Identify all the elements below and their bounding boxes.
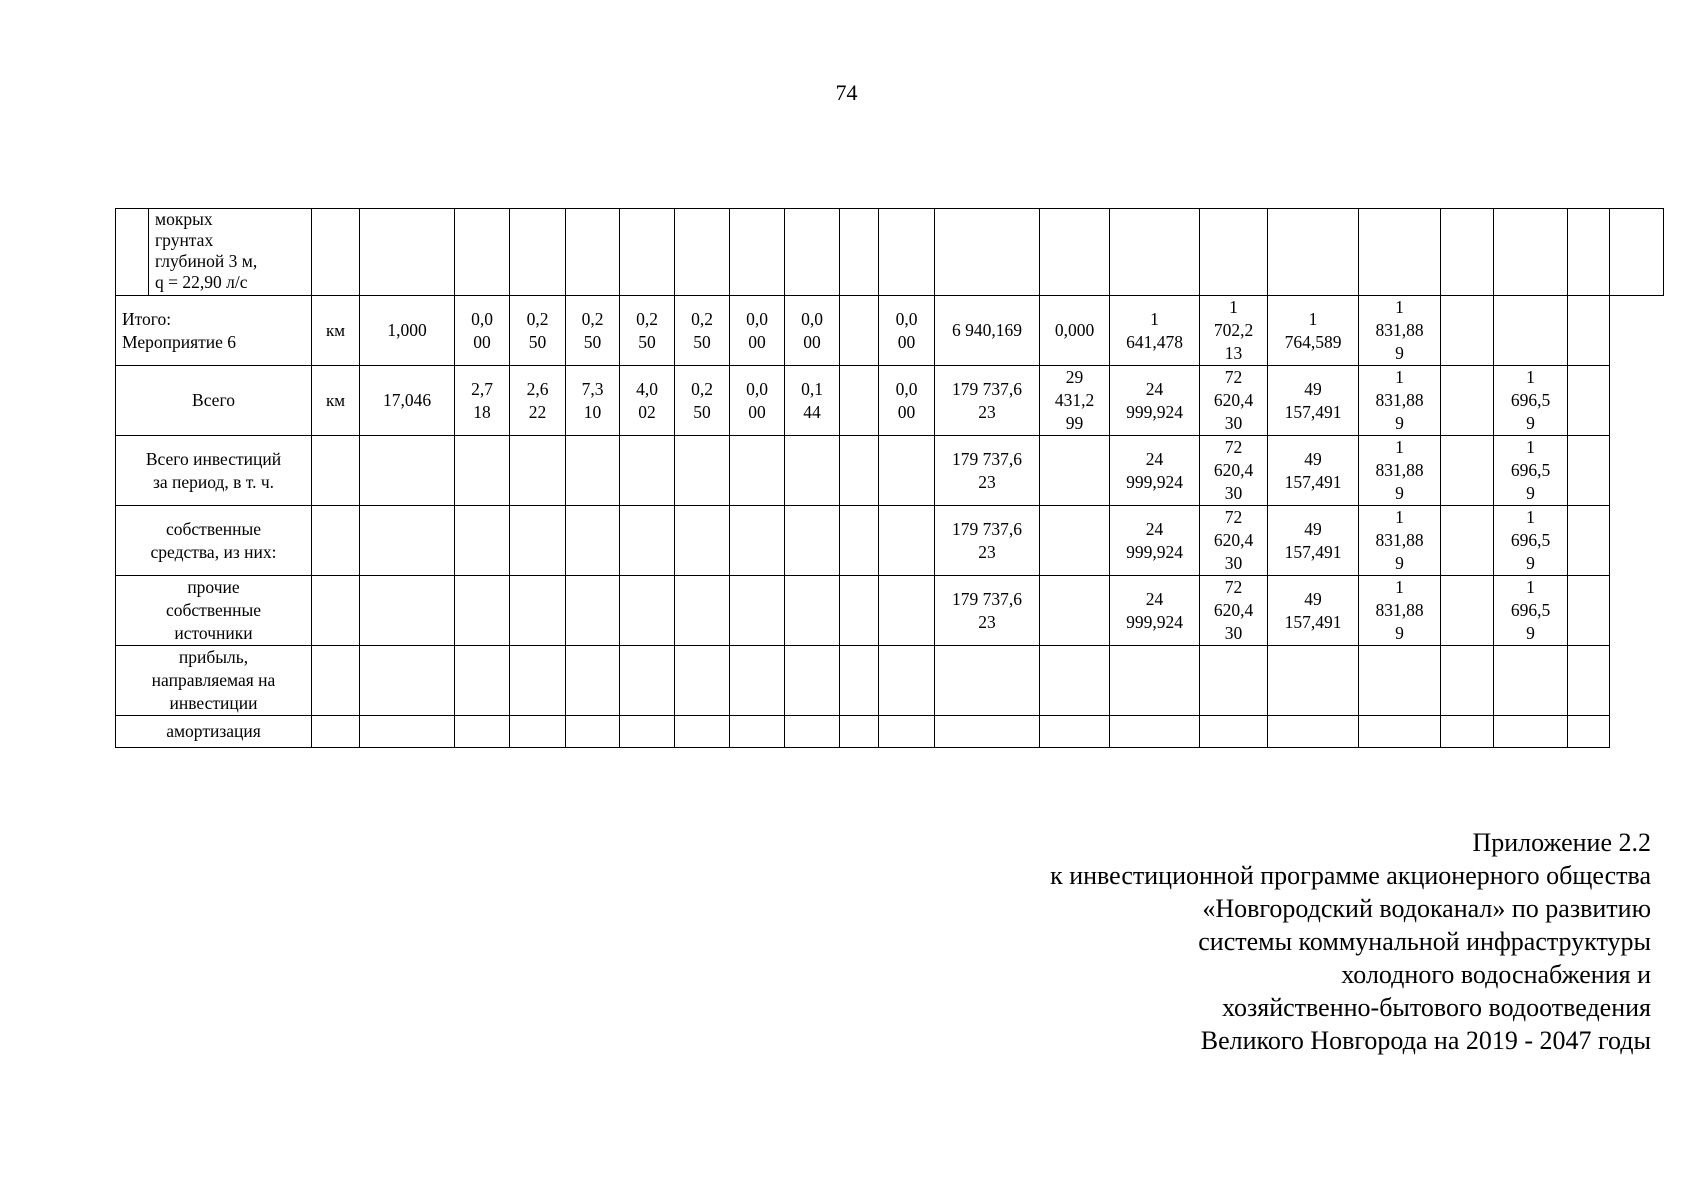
empty-cell bbox=[620, 576, 675, 646]
empty-cell bbox=[455, 209, 510, 296]
empty-cell bbox=[1110, 209, 1200, 296]
amount-cell-y4: 49 157,491 bbox=[1268, 436, 1359, 506]
period-value-cell: 0,0 00 bbox=[879, 366, 935, 436]
empty-cell bbox=[785, 646, 840, 716]
amount-cell-y5: 1 831,88 9 bbox=[1359, 506, 1441, 576]
amount-cell-y4: 49 157,491 bbox=[1268, 366, 1359, 436]
empty-cell bbox=[620, 716, 675, 748]
empty-cell bbox=[1568, 366, 1610, 436]
amount-cell-y7: 1 696,5 9 bbox=[1494, 576, 1568, 646]
amount-cell-y6 bbox=[1441, 506, 1494, 576]
empty-cell bbox=[620, 646, 675, 716]
empty-cell bbox=[675, 716, 730, 748]
empty-cell bbox=[455, 646, 510, 716]
empty-cell bbox=[510, 716, 566, 748]
empty-cell bbox=[785, 716, 840, 748]
amount-cell-y4: 49 157,491 bbox=[1268, 576, 1359, 646]
amount-cell-y1 bbox=[1040, 716, 1110, 748]
empty-cell bbox=[1568, 209, 1610, 296]
row-label: амортизация bbox=[116, 716, 312, 748]
empty-cell bbox=[1568, 646, 1610, 716]
empty-cell bbox=[1441, 209, 1494, 296]
appendix-line: «Новгородский водоканал» по развитию bbox=[1202, 894, 1651, 923]
empty-cell bbox=[1268, 209, 1359, 296]
appendix-line: к инвестиционной программе акционерного общества bbox=[1050, 861, 1651, 890]
empty-cell bbox=[360, 506, 455, 576]
empty-cell bbox=[675, 209, 730, 296]
amount-cell-total: 179 737,6 23 bbox=[935, 366, 1040, 436]
amount-cell-y4: 1 764,589 bbox=[1268, 296, 1359, 366]
amount-cell-y4: 49 157,491 bbox=[1268, 506, 1359, 576]
page-number: 74 bbox=[835, 80, 858, 105]
empty-cell bbox=[879, 646, 935, 716]
empty-cell bbox=[675, 436, 730, 506]
period-value-cell: 0,0 00 bbox=[730, 296, 785, 366]
period-value-cell: 0,0 00 bbox=[455, 296, 510, 366]
empty-cell bbox=[1494, 209, 1568, 296]
amount-cell-y1 bbox=[1040, 506, 1110, 576]
empty-cell bbox=[566, 209, 620, 296]
empty-cell bbox=[620, 209, 675, 296]
empty-cell bbox=[360, 646, 455, 716]
appendix-line: Приложение 2.2 bbox=[1472, 828, 1651, 857]
amount-cell-y5 bbox=[1359, 646, 1441, 716]
empty-cell bbox=[840, 436, 879, 506]
amount-cell-y3 bbox=[1200, 716, 1268, 748]
amount-cell-y6 bbox=[1441, 296, 1494, 366]
empty-cell bbox=[840, 209, 879, 296]
amount-cell-y2: 24 999,924 bbox=[1110, 576, 1200, 646]
empty-cell bbox=[312, 209, 360, 296]
empty-cell bbox=[840, 576, 879, 646]
empty-cell bbox=[785, 576, 840, 646]
table-row bbox=[116, 296, 1664, 366]
table-row bbox=[116, 576, 1664, 646]
appendix-line: Великого Новгорода на 2019 - 2047 годы bbox=[1200, 1026, 1651, 1055]
amount-cell-y5 bbox=[1359, 716, 1441, 748]
period-value-cell bbox=[840, 296, 879, 366]
table-row bbox=[116, 366, 1664, 436]
appendix-note bbox=[1050, 826, 1651, 1057]
amount-cell-y7 bbox=[1494, 716, 1568, 748]
table-row bbox=[116, 436, 1664, 506]
amount-cell-y7 bbox=[1494, 296, 1568, 366]
amount-cell-y3: 1 702,2 13 bbox=[1200, 296, 1268, 366]
amount-cell-y2 bbox=[1110, 716, 1200, 748]
period-value-cell: 0,2 50 bbox=[566, 296, 620, 366]
period-value-cell: 0,0 00 bbox=[879, 296, 935, 366]
period-value-cell: 4,0 02 bbox=[620, 366, 675, 436]
empty-cell bbox=[1200, 209, 1268, 296]
amount-cell-y6 bbox=[1441, 576, 1494, 646]
empty-cell bbox=[312, 436, 360, 506]
amount-cell-total: 179 737,6 23 bbox=[935, 506, 1040, 576]
amount-cell-y2: 24 999,924 bbox=[1110, 506, 1200, 576]
amount-cell-y5: 1 831,88 9 bbox=[1359, 296, 1441, 366]
empty-cell bbox=[675, 646, 730, 716]
quantity-cell: 1,000 bbox=[360, 296, 455, 366]
empty-cell bbox=[840, 716, 879, 748]
period-value-cell bbox=[840, 366, 879, 436]
period-value-cell: 0,2 50 bbox=[510, 296, 566, 366]
empty-cell bbox=[455, 436, 510, 506]
empty-cell bbox=[730, 209, 785, 296]
empty-cell bbox=[675, 506, 730, 576]
period-value-cell: 0,2 50 bbox=[675, 366, 730, 436]
amount-cell-y5: 1 831,88 9 bbox=[1359, 366, 1441, 436]
amount-cell-y3: 72 620,4 30 bbox=[1200, 436, 1268, 506]
empty-cell bbox=[566, 576, 620, 646]
amount-cell-y6 bbox=[1441, 716, 1494, 748]
empty-cell bbox=[312, 576, 360, 646]
empty-cell bbox=[1568, 576, 1610, 646]
empty-cell bbox=[620, 506, 675, 576]
empty-cell bbox=[730, 506, 785, 576]
empty-cell bbox=[360, 716, 455, 748]
empty-cell bbox=[360, 436, 455, 506]
empty-cell bbox=[879, 209, 935, 296]
empty-cell bbox=[1568, 506, 1610, 576]
empty-cell bbox=[879, 716, 935, 748]
table-row bbox=[116, 646, 1664, 716]
empty-cell bbox=[510, 506, 566, 576]
empty-cell bbox=[879, 506, 935, 576]
empty-cell bbox=[1359, 209, 1441, 296]
amount-cell-total: 179 737,6 23 bbox=[935, 576, 1040, 646]
period-value-cell: 2,7 18 bbox=[455, 366, 510, 436]
period-value-cell: 2,6 22 bbox=[510, 366, 566, 436]
amount-cell-y6 bbox=[1441, 366, 1494, 436]
appendix-line: системы коммунальной инфраструктуры bbox=[1198, 927, 1651, 956]
empty-cell bbox=[1568, 296, 1610, 366]
amount-cell-y1 bbox=[1040, 576, 1110, 646]
amount-cell-y7: 1 696,5 9 bbox=[1494, 436, 1568, 506]
row-label: Всего инвестиций за период, в т. ч. bbox=[116, 436, 312, 506]
amount-cell-y1 bbox=[1040, 436, 1110, 506]
empty-cell bbox=[879, 436, 935, 506]
amount-cell-total bbox=[935, 646, 1040, 716]
empty-cell bbox=[785, 436, 840, 506]
empty-cell bbox=[566, 436, 620, 506]
empty-cell bbox=[566, 506, 620, 576]
table-row bbox=[116, 209, 1664, 296]
amount-cell-y1: 29 431,2 99 bbox=[1040, 366, 1110, 436]
amount-cell-y5: 1 831,88 9 bbox=[1359, 576, 1441, 646]
empty-cell bbox=[840, 506, 879, 576]
amount-cell-y2: 1 641,478 bbox=[1110, 296, 1200, 366]
unit-cell: км bbox=[312, 296, 360, 366]
amount-cell-y2: 24 999,924 bbox=[1110, 366, 1200, 436]
amount-cell-y4 bbox=[1268, 716, 1359, 748]
amount-cell-y6 bbox=[1441, 436, 1494, 506]
appendix-line: холодного водоснабжения и bbox=[1341, 960, 1651, 989]
empty-cell bbox=[566, 716, 620, 748]
empty-cell bbox=[1040, 209, 1110, 296]
amount-cell-y5: 1 831,88 9 bbox=[1359, 436, 1441, 506]
row-label: прочие собственные источники bbox=[116, 576, 312, 646]
amount-cell-y1: 0,000 bbox=[1040, 296, 1110, 366]
row-label: Всего bbox=[116, 366, 312, 436]
empty-cell bbox=[675, 576, 730, 646]
period-value-cell: 0,1 44 bbox=[785, 366, 840, 436]
empty-cell bbox=[730, 646, 785, 716]
amount-cell-y7: 1 696,5 9 bbox=[1494, 366, 1568, 436]
empty-cell bbox=[730, 716, 785, 748]
empty-cell bbox=[455, 716, 510, 748]
amount-cell-y3: 72 620,4 30 bbox=[1200, 576, 1268, 646]
amount-cell-total bbox=[935, 716, 1040, 748]
empty-cell bbox=[510, 209, 566, 296]
row-label: Итого: Мероприятие 6 bbox=[116, 296, 312, 366]
amount-cell-y6 bbox=[1441, 646, 1494, 716]
amount-cell-y2: 24 999,924 bbox=[1110, 436, 1200, 506]
empty-cell bbox=[510, 646, 566, 716]
empty-cell bbox=[730, 576, 785, 646]
row-label: собственные средства, из них: bbox=[116, 506, 312, 576]
empty-cell bbox=[730, 436, 785, 506]
empty-cell bbox=[312, 716, 360, 748]
quantity-cell: 17,046 bbox=[360, 366, 455, 436]
empty-cell bbox=[312, 646, 360, 716]
amount-cell-y2 bbox=[1110, 646, 1200, 716]
empty-cell bbox=[312, 506, 360, 576]
empty-cell bbox=[785, 506, 840, 576]
empty-cell bbox=[785, 209, 840, 296]
empty-cell bbox=[455, 506, 510, 576]
amount-cell-y7: 1 696,5 9 bbox=[1494, 506, 1568, 576]
empty-cell bbox=[620, 436, 675, 506]
table-row bbox=[116, 716, 1664, 748]
amount-cell-y7 bbox=[1494, 646, 1568, 716]
empty-cell bbox=[840, 646, 879, 716]
amount-cell-y1 bbox=[1040, 646, 1110, 716]
unit-cell: км bbox=[312, 366, 360, 436]
empty-cell bbox=[1610, 209, 1664, 296]
empty-cell bbox=[1568, 436, 1610, 506]
num-cell bbox=[116, 209, 149, 296]
period-value-cell: 0,0 00 bbox=[730, 366, 785, 436]
empty-cell bbox=[566, 646, 620, 716]
empty-cell bbox=[510, 436, 566, 506]
period-value-cell: 0,0 00 bbox=[785, 296, 840, 366]
empty-cell bbox=[1568, 716, 1610, 748]
empty-cell bbox=[935, 209, 1040, 296]
amount-cell-total: 6 940,169 bbox=[935, 296, 1040, 366]
period-value-cell: 0,2 50 bbox=[620, 296, 675, 366]
amount-cell-y3 bbox=[1200, 646, 1268, 716]
amount-cell-y3: 72 620,4 30 bbox=[1200, 366, 1268, 436]
row-label: мокрых грунтах глубиной 3 м, q = 22,90 л/с bbox=[149, 209, 312, 296]
appendix-line: хозяйственно-бытового водоотведения bbox=[1221, 993, 1651, 1022]
empty-cell bbox=[510, 576, 566, 646]
amount-cell-y4 bbox=[1268, 646, 1359, 716]
period-value-cell: 7,3 10 bbox=[566, 366, 620, 436]
investment-table bbox=[115, 208, 1664, 748]
amount-cell-y3: 72 620,4 30 bbox=[1200, 506, 1268, 576]
row-label: прибыль, направляемая на инвестиции bbox=[116, 646, 312, 716]
empty-cell bbox=[879, 576, 935, 646]
empty-cell bbox=[455, 576, 510, 646]
table-row bbox=[116, 506, 1664, 576]
empty-cell bbox=[360, 209, 455, 296]
amount-cell-total: 179 737,6 23 bbox=[935, 436, 1040, 506]
empty-cell bbox=[360, 576, 455, 646]
period-value-cell: 0,2 50 bbox=[675, 296, 730, 366]
